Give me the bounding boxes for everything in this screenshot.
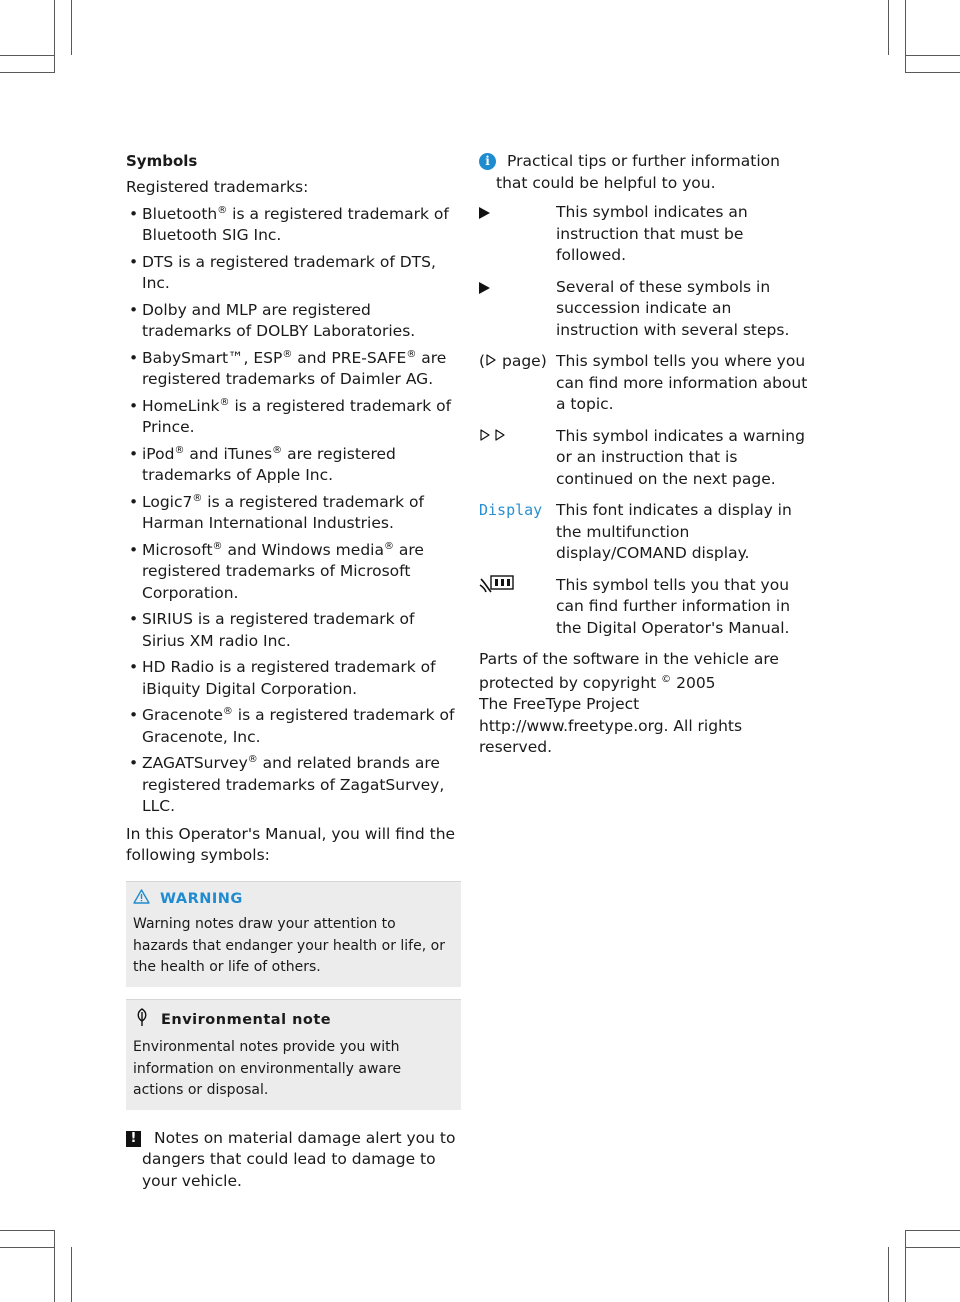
software-copyright-note: Parts of the software in the vehicle are protected by copyright © 2005 The FreeType Project http://www.freetype.org. All rights reserved. xyxy=(479,650,779,756)
trademark-item: • DTS is a registered trademark of DTS, Inc. xyxy=(126,252,461,295)
material-damage-note xyxy=(126,1128,461,1193)
environmental-note-box xyxy=(126,999,461,1110)
crop-mark xyxy=(905,55,960,56)
symbol-row xyxy=(479,202,815,267)
symbol-key xyxy=(479,575,556,640)
symbol-description: This symbol tells you that you can find further information in the Digital Operator's Manual. xyxy=(556,575,791,637)
play-triangle-icon xyxy=(479,207,490,219)
symbol-key xyxy=(479,277,556,342)
crop-mark xyxy=(54,0,55,72)
trademark-item: • Bluetooth® is a registered trademark of Bluetooth SIG Inc. xyxy=(126,204,461,247)
outline-triangle-icon xyxy=(485,352,497,374)
crop-mark xyxy=(905,1247,960,1248)
manual-intro: In this Operator's Manual, you will find the following symbols: xyxy=(126,824,456,864)
symbol-description: This symbol indicates a warning or an instruction that is continued on the next page. xyxy=(556,426,805,488)
practical-tip-text: Practical tips or further information that could be helpful to you. xyxy=(496,152,780,192)
symbol-description: Several of these symbols in succession indicate an instruction with several steps. xyxy=(556,277,790,339)
section-heading: Symbols xyxy=(126,152,198,170)
display-font-sample: Display xyxy=(479,501,543,519)
trademark-item: • HD Radio is a registered trademark of iBiquity Digital Corporation. xyxy=(126,657,461,700)
crop-mark xyxy=(888,1247,889,1302)
double-outline-triangle-icon xyxy=(479,427,509,449)
left-column xyxy=(126,150,461,1192)
trademark-item: • Gracenote® is a registered trademark of Gracenote, Inc. xyxy=(126,705,461,748)
info-icon: i xyxy=(479,153,496,170)
warning-box xyxy=(126,881,461,987)
exclamation-icon: ! xyxy=(126,1131,141,1147)
trademark-item: • SIRIUS is a registered trademark of Sirius XM radio Inc. xyxy=(126,609,461,652)
material-damage-text: Notes on material damage alert you to dangers that could lead to damage to your vehicle. xyxy=(142,1128,456,1190)
symbol-row xyxy=(479,351,815,416)
crop-mark xyxy=(0,1247,55,1248)
trademark-item: • ZAGATSurvey® and related brands are registered trademarks of ZagatSurvey, LLC. xyxy=(126,753,461,818)
right-column xyxy=(479,151,815,759)
crop-mark xyxy=(71,1247,72,1302)
warning-title: WARNING xyxy=(133,889,453,912)
symbol-description: This symbol indicates an instruction that must be followed. xyxy=(556,203,748,264)
crop-mark xyxy=(54,1230,55,1302)
trademark-item: • Dolby and MLP are registered trademarks of DOLBY Laboratories. xyxy=(126,300,461,343)
trademark-item: • HomeLink® is a registered trademark of Prince. xyxy=(126,396,461,439)
symbol-row xyxy=(479,277,815,342)
crop-mark xyxy=(71,0,72,55)
crop-mark xyxy=(905,1230,960,1231)
environmental-note-body: Environmental notes provide you with information on environmentally aware actions or disposal. xyxy=(133,1039,402,1098)
symbol-row xyxy=(479,575,815,640)
trademark-item: • BabySmart™, ESP® and PRE-SAFE® are registered trademarks of Daimler AG. xyxy=(126,348,461,391)
symbol-key xyxy=(479,426,556,491)
practical-tip xyxy=(479,151,815,194)
play-triangle-icon xyxy=(479,282,490,294)
crop-mark xyxy=(0,1230,55,1231)
symbol-key xyxy=(479,202,556,267)
trademark-item: • Logic7® is a registered trademark of Harman International Industries. xyxy=(126,492,461,535)
crop-mark xyxy=(0,72,55,73)
warning-triangle-icon xyxy=(133,889,150,912)
crop-mark xyxy=(905,72,960,73)
trademarks-intro: Registered trademarks: xyxy=(126,178,309,196)
trademark-list xyxy=(126,204,461,818)
symbol-row xyxy=(479,500,815,565)
environmental-note-title: Environmental note xyxy=(133,1007,453,1035)
symbol-key: ( page) xyxy=(479,351,556,416)
crop-mark xyxy=(888,0,889,55)
voice-control-icon xyxy=(479,581,515,599)
symbol-row xyxy=(479,426,815,491)
symbol-description: This font indicates a display in the multifunction display/COMAND display. xyxy=(556,501,792,562)
symbol-description: This symbol tells you where you can find more information about a topic. xyxy=(556,352,808,413)
leaf-icon xyxy=(133,1007,151,1035)
crop-mark xyxy=(905,1230,906,1302)
crop-mark xyxy=(905,0,906,72)
warning-body: Warning notes draw your attention to hazards that endanger your health or life, or the health or life of others. xyxy=(133,916,445,975)
trademark-item: • iPod® and iTunes® are registered trademarks of Apple Inc. xyxy=(126,444,461,487)
trademark-item: • Microsoft® and Windows media® are registered trademarks of Microsoft Corporation. xyxy=(126,540,461,605)
crop-mark xyxy=(0,55,55,56)
